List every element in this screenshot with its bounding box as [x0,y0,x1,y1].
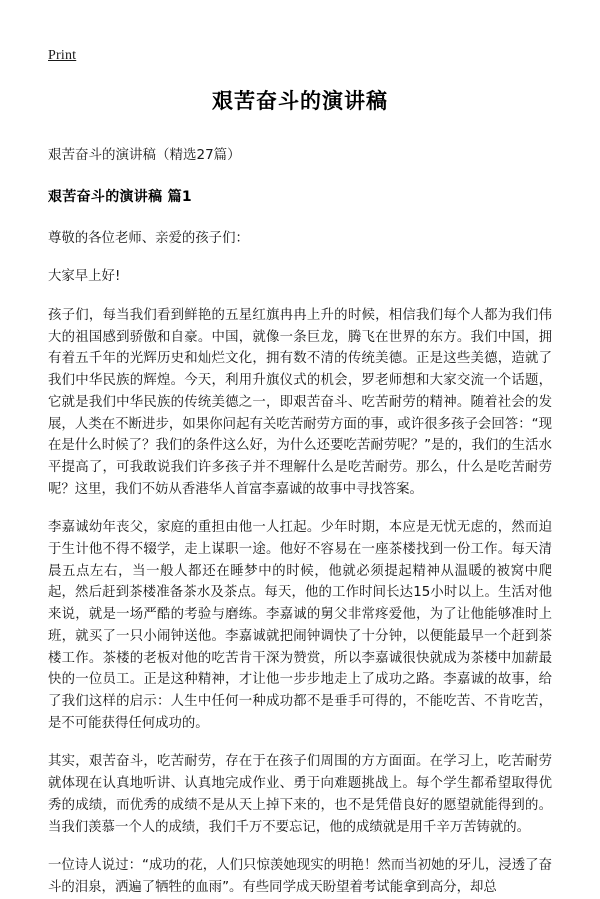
document-subtitle: 艰苦奋斗的演讲稿（精选27篇） [48,147,241,164]
page-title: 艰苦奋斗的演讲稿 [212,89,388,114]
paragraph-body: 李嘉诚幼年丧父，家庭的重担由他一人扛起。少年时期，本应是无忧无虑的，然而迫于生计他不得不辍学，走上谋职一途。他好不容易在一座茶楼找到一份工作。每天清晨五点左右，当一般人都还在睡梦中的时候，他就必须提起精神从温暖的被窝中爬起，然后赶到茶楼准备茶水及茶点。每天，他的工作时间长达15小时以上。生活对他来说，就是一场严酷的考验与磨练。李嘉诚的舅父非常疼爱他，为了让他能够准时上班，就买了一只小闹钟送他。李嘉诚就把闹钟调快了十分钟，以便能最早一个赶到茶楼工作。茶楼的老板对他的吃苦肯干深为赞赏，所以李嘉诚很快就成为茶楼中加薪最快的一位员工。正是这种精神，才让他一步步地走上了成功之路。李嘉诚的故事，给了我们这样的启示：人生中任何一种成功都不是垂手可得的，不能吃苦、不肯吃苦，是不可能获得任何成功的。 [48,520,552,731]
section-heading: 艰苦奋斗的演讲稿 篇1 [48,188,192,205]
print-link[interactable]: Print [48,48,77,63]
paragraph-body: 其实，艰苦奋斗，吃苦耐劳，存在于在孩子们周围的方方面面。在学习上，吃苦耐劳就体现在认真地听讲、认真地完成作业、勇于向难题挑战上。每个学生都希望取得优秀的成绩，而优秀的成绩不是从天上掉下来的，也不是凭借良好的愿望就能得到的。当我们羡慕一个人的成绩，我们千万不要忘记，他的成绩就是用千辛万苦铸就的。 [48,754,552,835]
paragraph-greeting: 大家早上好! [48,269,121,285]
paragraph-salutation: 尊敬的各位老师、亲爱的孩子们： [48,230,249,246]
paragraph-body: 孩子们，每当我们看到鲜艳的五星红旗冉冉上升的时候，相信我们每个人都为我们伟大的祖国感到骄傲和自豪。中国，就像一条巨龙，腾飞在世界的东方。我们中国，拥有着五千年的光辉历史和灿烂文化，拥有数不清的传统美德。正是这些美德，造就了我们中华民族的辉煌。今天，利用升旗仪式的机会，罗老师想和大家交流一个话题，它就是我们中华民族的传统美德之一，即艰苦奋斗、吃苦耐劳的精神。随着社会的发展，人类在不断进步，如果你问起有关吃苦耐劳方面的事，或许很多孩子会回答：“现在是什么时候了？我们的条件这么好，为什么还要吃苦耐劳呢？”是的，我们的生活水平提高了，可我敢说我们许多孩子并不理解什么是吃苦耐劳。那么，什么是吃苦耐劳呢？这里，我们不妨从香港华人首富李嘉诚的故事中寻找答案。 [48,308,552,497]
paragraph-body: 一位诗人说过：“成功的花，人们只惊羡她现实的明艳！然而当初她的牙儿，浸透了奋斗的泪泉，洒遍了牺牲的血雨”。有些同学成天盼望着考试能拿到高分，却总 [48,858,552,895]
